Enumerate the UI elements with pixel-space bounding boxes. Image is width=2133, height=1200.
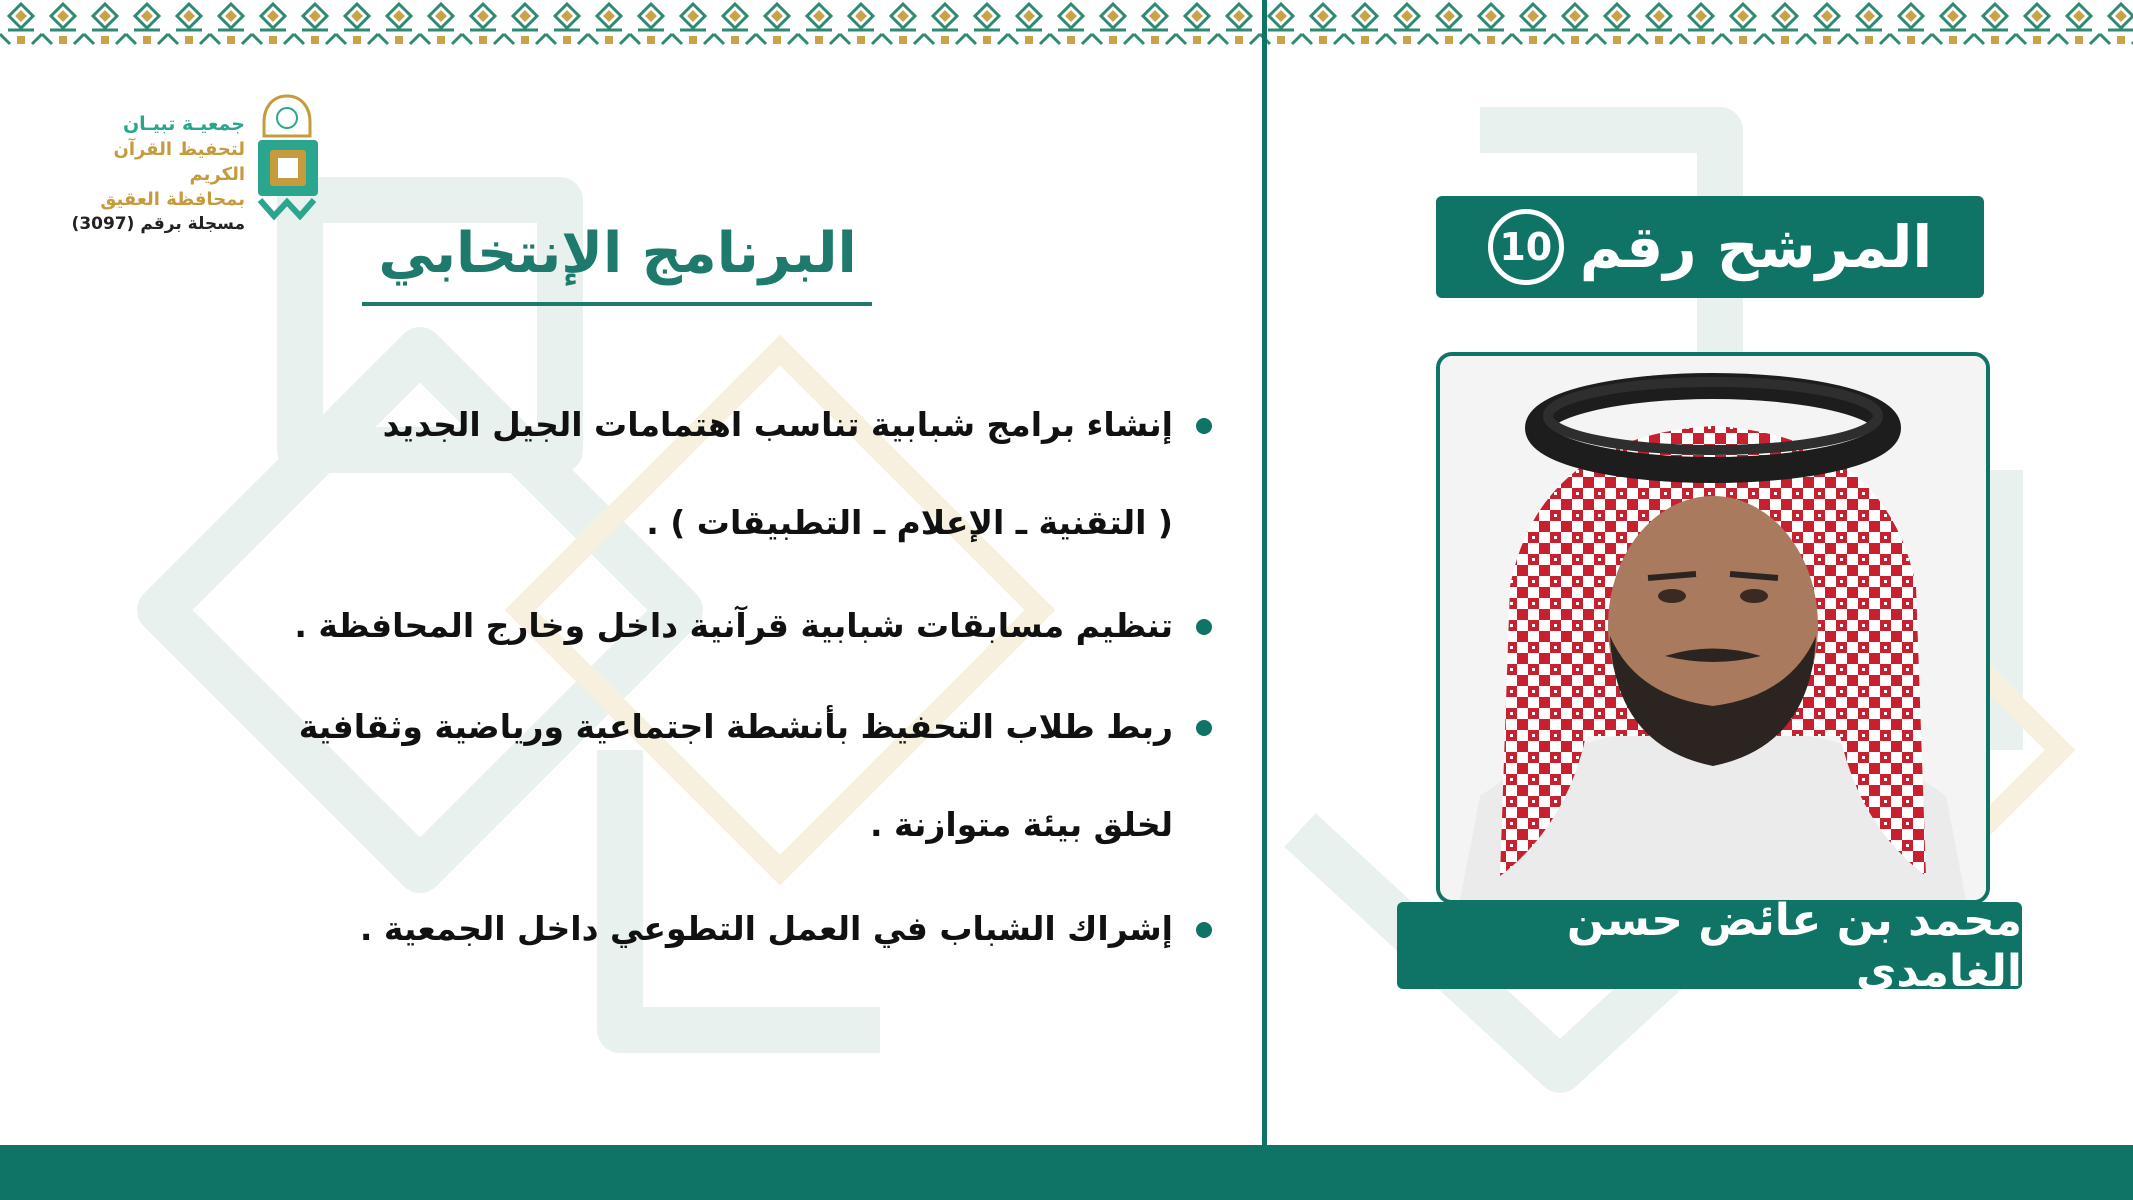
program-point-4-line-1: إشراك الشباب في العمل التطوعي داخل الجمعية . — [359, 909, 1173, 948]
program-point-1-line-1: إنشاء برامج شبابية تناسب اهتمامات الجيل الجديد — [382, 405, 1173, 444]
candidate-number: 10 — [1488, 209, 1564, 285]
candidate-photo-frame — [1436, 352, 1990, 904]
candidate-name: محمد بن عائض حسن الغامدي — [1566, 894, 2022, 997]
decorative-top-border — [0, 0, 2133, 50]
organization-name: جمعيـة تبيـان — [122, 113, 245, 135]
section-divider — [1262, 0, 1267, 1148]
program-point-1-line-2: ( التقنية ـ الإعلام ـ التطبيقات ) . — [646, 503, 1173, 542]
tibyan-logo-icon — [250, 92, 325, 220]
candidate-name-plate — [1397, 894, 2022, 997]
bullet-dot-4 — [1196, 922, 1212, 938]
organization-registration: مسجلة برقم (3097) — [71, 214, 245, 234]
candidate-number-badge — [1436, 196, 1984, 298]
bottom-band — [0, 1145, 2133, 1200]
organization-logo — [60, 92, 325, 234]
bullet-dot-1 — [1196, 418, 1212, 434]
organization-name-block — [60, 112, 245, 237]
organization-purpose: لتحفيظ القرآن الكريم — [113, 139, 245, 185]
program-point-3-line-1: ربط طلاب التحفيظ بأنشطة اجتماعية ورياضية وثقافية — [298, 707, 1173, 746]
program-title-underline — [362, 302, 872, 306]
bullet-dot-2 — [1196, 619, 1212, 635]
candidate-label: المرشح رقم — [1579, 213, 1933, 281]
program-point-3-line-2: لخلق بيئة متوازنة . — [869, 805, 1173, 844]
bullet-dot-3 — [1196, 720, 1212, 736]
program-title: البرنامج الإنتخابي — [378, 221, 857, 286]
organization-region: بمحافظة العقيق — [100, 189, 245, 210]
program-point-2-line-1: تنظيم مسابقات شبابية قرآنية داخل وخارج المحافظة . — [294, 606, 1173, 645]
candidate-portrait — [1440, 356, 1986, 900]
